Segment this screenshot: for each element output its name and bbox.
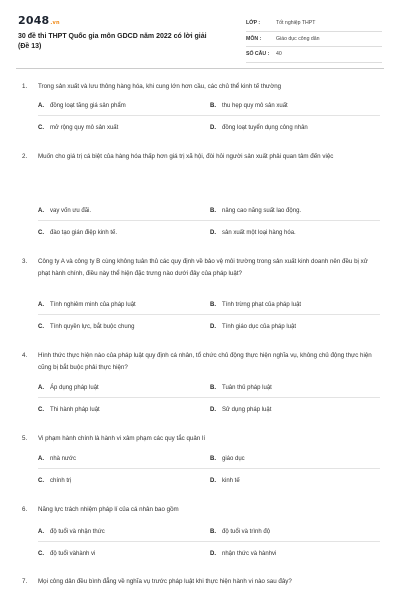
option-text: Sử dụng pháp luật bbox=[222, 407, 272, 413]
option-letter: B. bbox=[210, 385, 216, 391]
option-divider bbox=[38, 220, 380, 221]
option-6c[interactable] bbox=[38, 551, 95, 557]
question-text: Năng lực trách nhiệm pháp lí của cá nhân bao gồm bbox=[38, 506, 179, 513]
logo-tld: .vn bbox=[50, 20, 60, 26]
option-5b[interactable] bbox=[210, 456, 245, 462]
option-letter: C. bbox=[38, 551, 44, 557]
option-4b[interactable] bbox=[210, 385, 272, 391]
option-3c[interactable] bbox=[38, 324, 134, 330]
option-letter: B. bbox=[210, 529, 216, 535]
question-number: 7. bbox=[22, 578, 28, 585]
meta-key: SỐ CÂU : bbox=[246, 51, 270, 57]
question-number: 6. bbox=[22, 506, 28, 513]
option-letter: C. bbox=[38, 324, 44, 330]
option-letter: D. bbox=[210, 230, 216, 236]
question-text: Trong sản xuất và lưu thông hàng hóa, khi cung lớn hơn cầu, các chủ thể kinh tế thường bbox=[38, 83, 282, 90]
option-2d[interactable] bbox=[210, 230, 296, 236]
meta-row-class bbox=[246, 16, 382, 32]
document-header bbox=[18, 14, 382, 64]
option-letter: C. bbox=[38, 478, 44, 484]
option-text: thu hẹp quy mô sản xuất bbox=[222, 103, 288, 109]
meta-row-count bbox=[246, 47, 382, 63]
option-text: độ tuổi và trình độ bbox=[222, 529, 271, 535]
option-text: Tính giáo dục của pháp luật bbox=[222, 324, 297, 330]
option-text: Áp dụng pháp luật bbox=[50, 385, 99, 391]
option-4d[interactable] bbox=[210, 407, 271, 413]
option-letter: A. bbox=[38, 302, 44, 308]
option-1d[interactable] bbox=[210, 125, 308, 131]
option-divider bbox=[38, 468, 380, 469]
option-3b[interactable] bbox=[210, 302, 301, 308]
option-letter: D. bbox=[210, 551, 216, 557]
option-4a[interactable] bbox=[38, 385, 99, 391]
option-text: giáo dục bbox=[222, 456, 245, 462]
meta-value: 40 bbox=[276, 51, 282, 57]
meta-key: MÔN : bbox=[246, 35, 262, 42]
option-3d[interactable] bbox=[210, 324, 296, 330]
option-letter: B. bbox=[210, 456, 216, 462]
option-letter: D. bbox=[210, 407, 216, 413]
option-letter: C. bbox=[38, 125, 44, 131]
meta-value: Giáo dục công dân bbox=[276, 35, 320, 42]
question-text: Vi phạm hành chính là hành vi xâm phạm các quy tắc quản lí bbox=[38, 435, 206, 442]
option-divider bbox=[38, 115, 380, 116]
option-letter: D. bbox=[210, 125, 216, 131]
option-letter: D. bbox=[210, 478, 216, 484]
option-letter: C. bbox=[38, 230, 44, 236]
option-text: nâng cao năng suất lao động. bbox=[222, 208, 302, 214]
option-text: nhà nước bbox=[50, 456, 76, 462]
option-letter: A. bbox=[38, 103, 44, 109]
option-text: chính trị bbox=[50, 478, 72, 484]
option-letter: A. bbox=[38, 529, 44, 535]
logo-text: 2048 bbox=[18, 14, 50, 27]
option-2c[interactable] bbox=[38, 230, 117, 236]
site-logo[interactable] bbox=[18, 14, 60, 27]
document-meta bbox=[246, 16, 382, 63]
option-divider bbox=[38, 397, 380, 398]
option-text: vay vốn ưu đãi. bbox=[50, 208, 92, 214]
option-letter: B. bbox=[210, 302, 216, 308]
option-letter: A. bbox=[38, 456, 44, 462]
option-5d[interactable] bbox=[210, 478, 240, 484]
option-2b[interactable] bbox=[210, 208, 301, 214]
question-number: 2. bbox=[22, 153, 28, 160]
option-2a[interactable] bbox=[38, 208, 91, 214]
option-divider bbox=[38, 541, 380, 542]
option-letter: B. bbox=[210, 103, 216, 109]
option-1c[interactable] bbox=[38, 125, 118, 131]
option-5a[interactable] bbox=[38, 456, 76, 462]
option-text: nhận thức và hànhvi bbox=[222, 551, 277, 557]
option-text: Tính quyền lực, bắt buộc chung bbox=[50, 324, 135, 330]
option-divider bbox=[38, 314, 380, 315]
option-text: Tính trừng phạt của pháp luật bbox=[222, 302, 302, 308]
question-number: 3. bbox=[22, 258, 28, 265]
option-text: Tính nghiêm minh của pháp luật bbox=[50, 302, 136, 308]
option-6b[interactable] bbox=[210, 529, 270, 535]
option-text: độ tuổi và nhận thức bbox=[50, 529, 105, 535]
option-text: mở rộng quy mô sản xuất bbox=[50, 125, 119, 131]
option-letter: C. bbox=[38, 407, 44, 413]
option-letter: A. bbox=[38, 385, 44, 391]
question-number: 1. bbox=[22, 83, 28, 90]
header-divider bbox=[16, 68, 384, 69]
option-letter: D. bbox=[210, 324, 216, 330]
option-6a[interactable] bbox=[38, 529, 105, 535]
option-5c[interactable] bbox=[38, 478, 71, 484]
meta-value: Tốt nghiệp THPT bbox=[276, 20, 316, 26]
question-number: 4. bbox=[22, 352, 28, 359]
option-letter: A. bbox=[38, 208, 44, 214]
option-1a[interactable] bbox=[38, 103, 126, 109]
option-text: sản xuất một loại hàng hóa. bbox=[222, 230, 296, 236]
option-text: kinh tế bbox=[222, 478, 240, 484]
option-text: đào tạo gián điệp kinh tế. bbox=[50, 230, 118, 236]
meta-key: LỚP : bbox=[246, 20, 261, 26]
question-text: Hình thức thực hiện nào của pháp luật quy định cá nhân, tổ chức chủ động thực hiện nghĩa vụ, không chủ động thực hiện cũng bị bắt buộc phải thực hiện? bbox=[38, 352, 372, 371]
document-title: 30 đề thi THPT Quốc gia môn GDCD năm 2022 có lời giải (Đề 13) bbox=[18, 33, 207, 50]
option-6d[interactable] bbox=[210, 551, 276, 557]
option-1b[interactable] bbox=[210, 103, 288, 109]
option-3a[interactable] bbox=[38, 302, 136, 308]
option-letter: B. bbox=[210, 208, 216, 214]
option-text: độ tuổi vàhành vi bbox=[50, 551, 96, 557]
question-text: Muốn cho giá trị cá biệt của hàng hóa thấp hơn giá trị xã hội, đòi hỏi người sản xuất phải quan tâm đến việc bbox=[38, 153, 334, 160]
question-text: Mọi công dân đều bình đẳng về nghĩa vụ trước pháp luật khi thực hiện hành vi nào sau đây? bbox=[38, 578, 292, 585]
option-text: Thi hành pháp luật bbox=[50, 407, 100, 413]
question-text: Công ty A và công ty B cùng không tuân thủ các quy định về bảo vệ môi trường trong sản xuất kinh doanh nên đều bị xử phạt hành chính, điều này thể hiện đặc trưng nào dưới đây của pháp luật? bbox=[38, 258, 368, 277]
option-4c[interactable] bbox=[38, 407, 100, 413]
option-text: đồng loạt tăng giá sản phẩm bbox=[50, 103, 126, 109]
question-number: 5. bbox=[22, 435, 28, 442]
option-text: Tuân thủ pháp luật bbox=[222, 385, 272, 391]
option-text: đồng loạt tuyển dụng công nhân bbox=[222, 125, 308, 131]
meta-row-subject bbox=[246, 32, 382, 48]
